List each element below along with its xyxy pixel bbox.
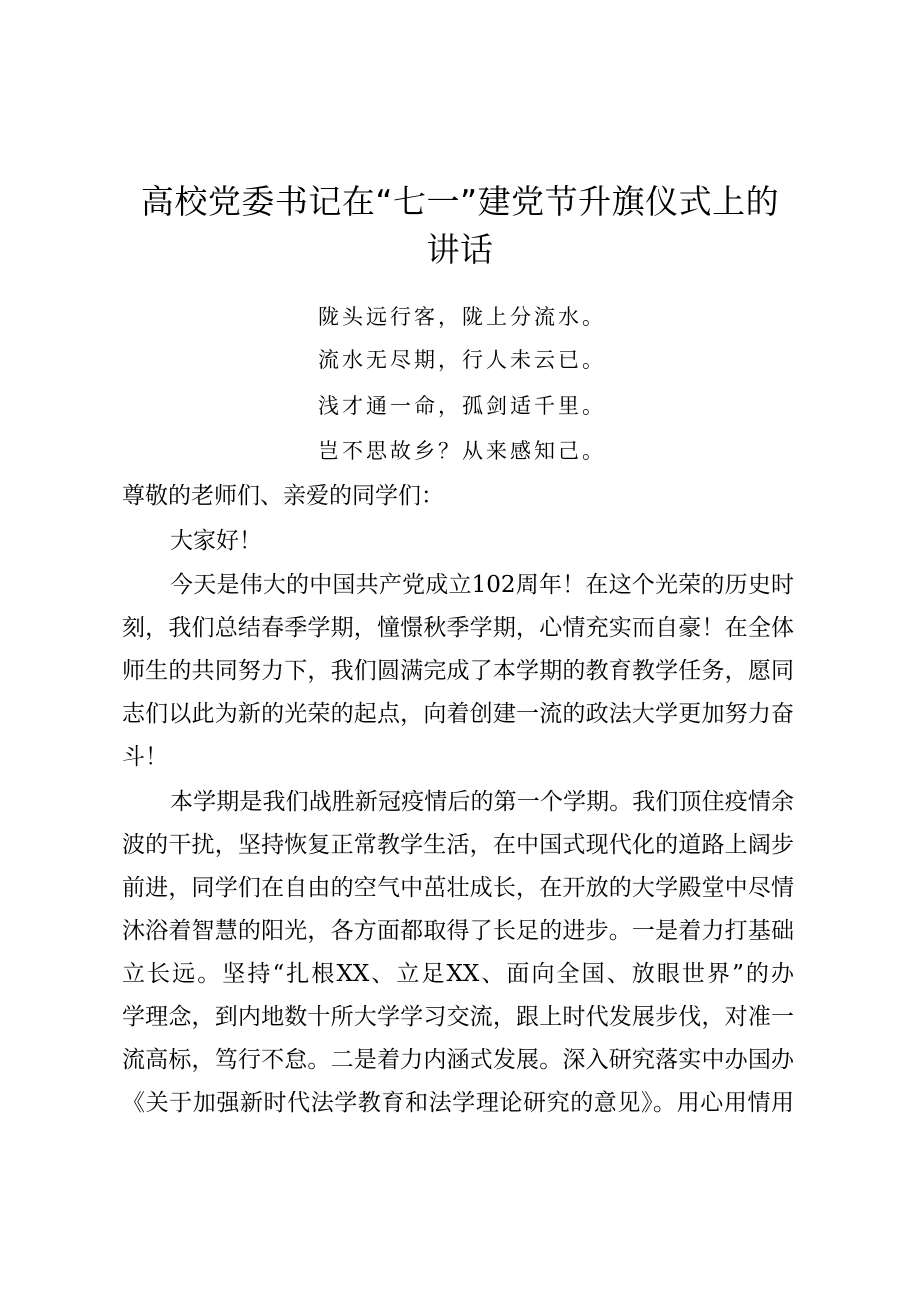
greeting: 大家好！ xyxy=(170,528,262,554)
paragraph-1-line: 师生的共同努力下，我们圆满完成了本学期的教育教学任务，愿同 xyxy=(122,658,794,684)
poem-line: 流水无尽期，行人未云已。 xyxy=(318,348,606,372)
paragraph-2-line: 学理念，到内地数十所大学学习交流，跟上时代发展步伐，对准一 xyxy=(122,1004,794,1030)
paragraph-1-line: 志们以此为新的光荣的起点，向着创建一流的政法大学更加努力奋 xyxy=(122,701,794,727)
poem-line: 浅才通一命，孤剑适千里。 xyxy=(318,394,606,418)
document-title-line-1: 高校党委书记在“七一”建党节升旗仪式上的 xyxy=(140,182,780,221)
paragraph-2-line: 沐浴着智慧的阳光，各方面都取得了长足的进步。一是着力打基础 xyxy=(122,918,794,944)
paragraph-1-line: 刻，我们总结春季学期，憧憬秋季学期，心情充实而自豪！在全体 xyxy=(122,615,794,641)
paragraph-1-line: 斗！ xyxy=(122,744,168,770)
paragraph-2-line: 本学期是我们战胜新冠疫情后的第一个学期。我们顶住疫情余 xyxy=(170,789,794,815)
paragraph-2-line: 立长远。坚持“扎根XX、立足XX、面向全国、放眼世界”的办 xyxy=(122,961,794,987)
poem-line: 陇头远行客，陇上分流水。 xyxy=(318,305,606,329)
paragraph-2-line: 流高标，笃行不怠。二是着力内涵式发展。深入研究落实中办国办 xyxy=(122,1047,794,1073)
document-title-line-2: 讲话 xyxy=(426,230,494,269)
poem-line: 岂不思故乡？从来感知己。 xyxy=(318,439,606,463)
paragraph-1-line: 今天是伟大的中国共产党成立102周年！在这个光荣的历史时 xyxy=(170,572,794,598)
salutation: 尊敬的老师们、亲爱的同学们： xyxy=(122,483,444,509)
paragraph-2-line: 《关于加强新时代法学教育和法学理论研究的意见》。用心用情用 xyxy=(122,1090,794,1116)
paragraph-2-line: 前进，同学们在自由的空气中茁壮成长，在开放的大学殿堂中尽情 xyxy=(122,875,794,901)
paragraph-2-line: 波的干扰，坚持恢复正常教学生活，在中国式现代化的道路上阔步 xyxy=(122,832,794,858)
